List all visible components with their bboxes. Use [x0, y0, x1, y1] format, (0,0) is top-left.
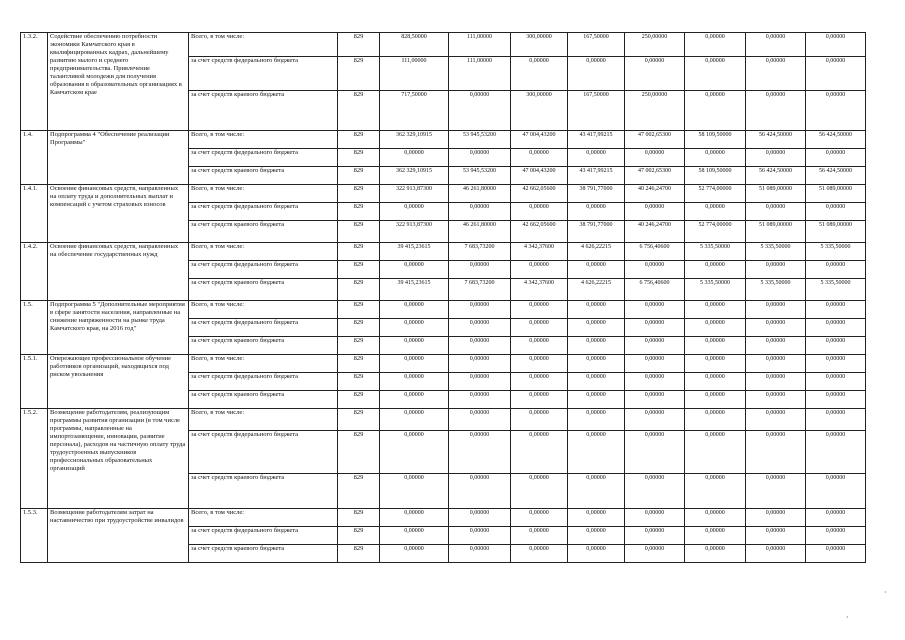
amount-year: 0,00000: [746, 355, 806, 373]
amount-year: 0,00000: [511, 319, 568, 337]
amount-year: 0,00000: [511, 431, 568, 474]
amount-year: 58 109,50000: [685, 167, 746, 185]
amount-year: 0,00000: [806, 527, 866, 545]
amount-year: 5 335,50000: [746, 243, 806, 261]
grbs-code: 829: [338, 185, 380, 203]
item-code: 1.4.2.: [21, 243, 48, 301]
amount-year: 40 246,24700: [625, 221, 685, 243]
amount-year: 0,00000: [806, 203, 866, 221]
grbs-code: 829: [338, 301, 380, 319]
amount-year: 0,00000: [568, 527, 625, 545]
funding-source: Всего, в том числе:: [189, 131, 338, 149]
amount-year: 56 424,50000: [746, 131, 806, 149]
grbs-code: 829: [338, 203, 380, 221]
amount-year: 0,00000: [511, 527, 568, 545]
amount-year: 300,00000: [511, 33, 568, 57]
amount-year: 0,00000: [449, 337, 511, 355]
amount-year: 5 335,50000: [806, 279, 866, 301]
amount-total: 0,00000: [380, 355, 449, 373]
amount-year: 0,00000: [685, 91, 746, 131]
amount-year: 0,00000: [511, 57, 568, 91]
amount-year: 0,00000: [511, 509, 568, 527]
amount-year: 111,00000: [449, 57, 511, 91]
amount-year: 38 791,77000: [568, 221, 625, 243]
amount-total: 0,00000: [380, 203, 449, 221]
amount-total: 39 415,23615: [380, 243, 449, 261]
amount-year: 0,00000: [568, 373, 625, 391]
amount-year: 4 342,37600: [511, 243, 568, 261]
item-code: 1.3.2.: [21, 33, 48, 131]
amount-year: 0,00000: [746, 33, 806, 57]
amount-year: 0,00000: [806, 301, 866, 319]
funding-source: за счет средств краевого бюджета: [189, 337, 338, 355]
amount-year: 51 089,00000: [806, 185, 866, 203]
amount-year: 0,00000: [568, 474, 625, 509]
amount-total: 39 415,23615: [380, 279, 449, 301]
funding-source: Всего, в том числе:: [189, 509, 338, 527]
amount-total: 362 329,10915: [380, 131, 449, 149]
amount-year: 51 089,00000: [806, 221, 866, 243]
amount-year: 0,00000: [806, 319, 866, 337]
grbs-code: 829: [338, 243, 380, 261]
amount-year: 0,00000: [511, 355, 568, 373]
funding-source: за счет средств федерального бюджета: [189, 57, 338, 91]
amount-year: 0,00000: [625, 509, 685, 527]
grbs-code: 829: [338, 545, 380, 563]
amount-year: 0,00000: [511, 149, 568, 167]
amount-total: 362 329,10915: [380, 167, 449, 185]
amount-year: 0,00000: [449, 355, 511, 373]
budget-table: [20, 32, 866, 563]
amount-year: 46 261,80000: [449, 185, 511, 203]
amount-year: 0,00000: [685, 355, 746, 373]
amount-year: 0,00000: [806, 33, 866, 57]
funding-source: за счет средств федерального бюджета: [189, 373, 338, 391]
amount-year: 0,00000: [625, 373, 685, 391]
amount-year: 0,00000: [685, 431, 746, 474]
amount-year: 0,00000: [746, 149, 806, 167]
amount-year: 42 662,05600: [511, 185, 568, 203]
item-name: Подпрограмма 4 "Обеспечение реализации Программы": [48, 131, 189, 185]
amount-total: 717,50000: [380, 91, 449, 131]
amount-year: 0,00000: [806, 431, 866, 474]
amount-year: 0,00000: [625, 409, 685, 431]
amount-year: 0,00000: [746, 545, 806, 563]
amount-year: 0,00000: [685, 149, 746, 167]
amount-year: 0,00000: [568, 319, 625, 337]
item-code: 1.5.: [21, 301, 48, 355]
amount-year: 0,00000: [625, 149, 685, 167]
amount-total: 0,00000: [380, 545, 449, 563]
amount-year: 0,00000: [806, 57, 866, 91]
amount-year: 5 335,50000: [746, 279, 806, 301]
table-row: [21, 355, 866, 373]
amount-year: 0,00000: [625, 474, 685, 509]
amount-year: 0,00000: [625, 391, 685, 409]
grbs-code: 829: [338, 431, 380, 474]
amount-year: 47 002,65300: [625, 167, 685, 185]
funding-source: Всего, в том числе:: [189, 185, 338, 203]
amount-year: 0,00000: [806, 355, 866, 373]
amount-year: 0,00000: [449, 91, 511, 131]
amount-year: 53 945,53200: [449, 167, 511, 185]
amount-year: 0,00000: [746, 373, 806, 391]
budget-table-body: [21, 33, 866, 563]
table-row: [21, 301, 866, 319]
amount-year: 0,00000: [511, 474, 568, 509]
amount-year: 38 791,77000: [568, 185, 625, 203]
amount-year: 53 945,53200: [449, 131, 511, 149]
grbs-code: 829: [338, 131, 380, 149]
item-name: Освоение финансовых средств, направленных на оплату труда и дополнительных выплат и компенсаций с учетом страховых взносов: [48, 185, 189, 243]
amount-year: 0,00000: [449, 301, 511, 319]
amount-year: 0,00000: [568, 391, 625, 409]
amount-year: 6 756,40600: [625, 279, 685, 301]
funding-source: за счет средств краевого бюджета: [189, 221, 338, 243]
amount-year: 40 246,24700: [625, 185, 685, 203]
funding-source: Всего, в том числе:: [189, 33, 338, 57]
funding-source: за счет средств краевого бюджета: [189, 391, 338, 409]
amount-year: 47 004,43200: [511, 131, 568, 149]
amount-year: 0,00000: [685, 545, 746, 563]
grbs-code: 829: [338, 474, 380, 509]
amount-year: 0,00000: [685, 261, 746, 279]
grbs-code: 829: [338, 33, 380, 57]
amount-year: 0,00000: [685, 474, 746, 509]
funding-source: за счет средств краевого бюджета: [189, 167, 338, 185]
amount-year: 0,00000: [746, 337, 806, 355]
funding-source: Всего, в том числе:: [189, 301, 338, 319]
table-row: [21, 131, 866, 149]
amount-year: 0,00000: [746, 431, 806, 474]
grbs-code: 829: [338, 149, 380, 167]
amount-year: 0,00000: [449, 203, 511, 221]
amount-year: 0,00000: [568, 203, 625, 221]
amount-year: 0,00000: [625, 431, 685, 474]
grbs-code: 829: [338, 355, 380, 373]
amount-year: 0,00000: [806, 509, 866, 527]
grbs-code: 829: [338, 279, 380, 301]
amount-total: 111,00000: [380, 57, 449, 91]
amount-year: 0,00000: [685, 203, 746, 221]
item-name: Освоение финансовых средств, направленных на обеспечение государственных нужд: [48, 243, 189, 301]
item-name: Возмещение работодателям затрат на наставничество при трудоустройстве инвалидов: [48, 509, 189, 563]
amount-year: 0,00000: [746, 301, 806, 319]
amount-year: 300,00000: [511, 91, 568, 131]
amount-total: 0,00000: [380, 527, 449, 545]
funding-source: за счет средств краевого бюджета: [189, 91, 338, 131]
amount-year: 0,00000: [685, 57, 746, 91]
amount-year: 0,00000: [449, 527, 511, 545]
amount-total: 0,00000: [380, 431, 449, 474]
item-name: Содействие обеспечению потребности экономики Камчатского края в квалифицированных кадрах, дальнейшему развитию малого и среднего предпринимательства. Привлечение талантливой молодежи для получения образования в образовательных организациях в Камчатском крае: [48, 33, 189, 131]
budget-sheet: [20, 32, 865, 563]
item-name: Опережающее профессиональное обучение работников организаций, находящихся под риском увольнения: [48, 355, 189, 409]
amount-total: 0,00000: [380, 337, 449, 355]
amount-year: 52 774,00000: [685, 185, 746, 203]
amount-year: 0,00000: [625, 301, 685, 319]
amount-year: 111,00000: [449, 33, 511, 57]
amount-year: 0,00000: [746, 391, 806, 409]
amount-year: 0,00000: [568, 149, 625, 167]
amount-total: 0,00000: [380, 474, 449, 509]
amount-year: 0,00000: [449, 391, 511, 409]
grbs-code: 829: [338, 509, 380, 527]
grbs-code: 829: [338, 527, 380, 545]
amount-year: 0,00000: [449, 509, 511, 527]
amount-year: 0,00000: [746, 57, 806, 91]
amount-year: 4 342,37600: [511, 279, 568, 301]
amount-year: 250,00000: [625, 91, 685, 131]
grbs-code: 829: [338, 261, 380, 279]
amount-year: 0,00000: [685, 337, 746, 355]
amount-year: 0,00000: [806, 474, 866, 509]
amount-year: 0,00000: [685, 33, 746, 57]
funding-source: за счет средств краевого бюджета: [189, 474, 338, 509]
amount-year: 0,00000: [449, 261, 511, 279]
amount-year: 0,00000: [625, 319, 685, 337]
grbs-code: 829: [338, 319, 380, 337]
amount-year: 0,00000: [511, 203, 568, 221]
amount-year: 0,00000: [806, 391, 866, 409]
amount-year: 47 002,65300: [625, 131, 685, 149]
amount-year: 0,00000: [449, 149, 511, 167]
amount-year: 0,00000: [806, 545, 866, 563]
scan-speck: ·: [846, 613, 849, 622]
amount-year: 0,00000: [568, 301, 625, 319]
item-code: 1.5.1.: [21, 355, 48, 409]
funding-source: за счет средств федерального бюджета: [189, 431, 338, 474]
amount-year: 0,00000: [625, 337, 685, 355]
amount-year: 0,00000: [746, 203, 806, 221]
scan-speck: ·: [884, 588, 887, 597]
funding-source: за счет средств федерального бюджета: [189, 319, 338, 337]
amount-year: 5 335,50000: [685, 279, 746, 301]
amount-year: 4 626,22215: [568, 243, 625, 261]
amount-year: 167,50000: [568, 91, 625, 131]
amount-year: 7 683,73200: [449, 243, 511, 261]
amount-year: 52 774,00000: [685, 221, 746, 243]
amount-year: 0,00000: [511, 409, 568, 431]
amount-year: 0,00000: [685, 409, 746, 431]
amount-year: 0,00000: [568, 431, 625, 474]
amount-year: 46 261,80000: [449, 221, 511, 243]
grbs-code: 829: [338, 91, 380, 131]
amount-total: 0,00000: [380, 409, 449, 431]
amount-year: 0,00000: [568, 261, 625, 279]
amount-year: 0,00000: [449, 373, 511, 391]
funding-source: за счет средств федерального бюджета: [189, 527, 338, 545]
amount-total: 0,00000: [380, 391, 449, 409]
amount-total: 0,00000: [380, 149, 449, 167]
amount-total: 0,00000: [380, 509, 449, 527]
amount-year: 0,00000: [449, 319, 511, 337]
item-code: 1.4.1.: [21, 185, 48, 243]
amount-year: 0,00000: [746, 91, 806, 131]
table-row: [21, 409, 866, 431]
amount-year: 0,00000: [449, 431, 511, 474]
amount-year: 6 756,40600: [625, 243, 685, 261]
amount-year: 0,00000: [746, 261, 806, 279]
amount-year: 0,00000: [746, 527, 806, 545]
grbs-code: 829: [338, 57, 380, 91]
amount-year: 4 626,22215: [568, 279, 625, 301]
amount-year: 0,00000: [746, 409, 806, 431]
funding-source: за счет средств федерального бюджета: [189, 261, 338, 279]
amount-year: 0,00000: [746, 319, 806, 337]
amount-year: 58 109,50000: [685, 131, 746, 149]
amount-year: 0,00000: [685, 527, 746, 545]
grbs-code: 829: [338, 373, 380, 391]
amount-year: 0,00000: [511, 301, 568, 319]
amount-year: 0,00000: [625, 527, 685, 545]
amount-year: 47 004,43200: [511, 167, 568, 185]
table-row: [21, 243, 866, 261]
amount-total: 322 913,87300: [380, 221, 449, 243]
item-code: 1.5.3.: [21, 509, 48, 563]
amount-year: 51 089,00000: [746, 221, 806, 243]
amount-year: 56 424,50000: [806, 131, 866, 149]
grbs-code: 829: [338, 167, 380, 185]
amount-total: 828,50000: [380, 33, 449, 57]
amount-year: 0,00000: [568, 337, 625, 355]
amount-total: 0,00000: [380, 373, 449, 391]
amount-year: 0,00000: [746, 509, 806, 527]
grbs-code: 829: [338, 391, 380, 409]
funding-source: Всего, в том числе:: [189, 243, 338, 261]
amount-year: 43 417,99215: [568, 167, 625, 185]
amount-total: 322 913,87300: [380, 185, 449, 203]
table-row: [21, 509, 866, 527]
item-name: Возмещение работодателям, реализующим программы развития организации (в том числе программы, направленные на импортозамещение, инновации, развитие персонала), расходов на частичную оплату труда трудоустроенных выпускников профессиональных образовательных организаций: [48, 409, 189, 509]
funding-source: за счет средств краевого бюджета: [189, 545, 338, 563]
amount-year: 0,00000: [511, 373, 568, 391]
amount-year: 250,00000: [625, 33, 685, 57]
amount-year: 5 335,50000: [685, 243, 746, 261]
amount-year: 0,00000: [625, 355, 685, 373]
amount-year: 0,00000: [625, 203, 685, 221]
amount-year: 56 424,50000: [746, 167, 806, 185]
amount-year: 0,00000: [806, 337, 866, 355]
amount-year: 0,00000: [746, 474, 806, 509]
item-code: 1.4.: [21, 131, 48, 185]
table-row: [21, 185, 866, 203]
amount-total: 0,00000: [380, 261, 449, 279]
amount-year: 0,00000: [685, 391, 746, 409]
amount-year: 0,00000: [625, 545, 685, 563]
amount-year: 51 089,00000: [746, 185, 806, 203]
amount-year: 0,00000: [806, 373, 866, 391]
amount-year: 56 424,50000: [806, 167, 866, 185]
amount-year: 0,00000: [806, 91, 866, 131]
amount-year: 0,00000: [685, 509, 746, 527]
amount-year: 0,00000: [511, 337, 568, 355]
amount-year: 7 683,73200: [449, 279, 511, 301]
amount-year: 167,50000: [568, 33, 625, 57]
item-code: 1.5.2.: [21, 409, 48, 509]
amount-year: 0,00000: [449, 545, 511, 563]
amount-year: 0,00000: [806, 261, 866, 279]
amount-year: 0,00000: [511, 391, 568, 409]
amount-year: 5 335,50000: [806, 243, 866, 261]
amount-year: 0,00000: [568, 355, 625, 373]
grbs-code: 829: [338, 337, 380, 355]
grbs-code: 829: [338, 221, 380, 243]
amount-year: 42 662,05600: [511, 221, 568, 243]
funding-source: за счет средств краевого бюджета: [189, 279, 338, 301]
amount-year: 0,00000: [568, 57, 625, 91]
amount-year: 0,00000: [511, 261, 568, 279]
funding-source: за счет средств федерального бюджета: [189, 149, 338, 167]
amount-year: 0,00000: [568, 545, 625, 563]
table-row: [21, 33, 866, 57]
amount-total: 0,00000: [380, 319, 449, 337]
grbs-code: 829: [338, 409, 380, 431]
amount-year: 0,00000: [685, 373, 746, 391]
amount-year: 43 417,99215: [568, 131, 625, 149]
amount-year: 0,00000: [625, 261, 685, 279]
item-name: Подпрограмма 5 "Дополнительные мероприятия в сфере занятости населения, направленные на снижение напряженности на рынке труда Камчатского края, на 2016 год": [48, 301, 189, 355]
amount-year: 0,00000: [806, 149, 866, 167]
amount-year: 0,00000: [449, 474, 511, 509]
amount-year: 0,00000: [568, 409, 625, 431]
amount-total: 0,00000: [380, 301, 449, 319]
funding-source: Всего, в том числе:: [189, 355, 338, 373]
amount-year: 0,00000: [568, 509, 625, 527]
amount-year: 0,00000: [511, 545, 568, 563]
amount-year: 0,00000: [625, 57, 685, 91]
amount-year: 0,00000: [806, 409, 866, 431]
funding-source: за счет средств федерального бюджета: [189, 203, 338, 221]
funding-source: Всего, в том числе:: [189, 409, 338, 431]
amount-year: 0,00000: [449, 409, 511, 431]
amount-year: 0,00000: [685, 301, 746, 319]
amount-year: 0,00000: [685, 319, 746, 337]
